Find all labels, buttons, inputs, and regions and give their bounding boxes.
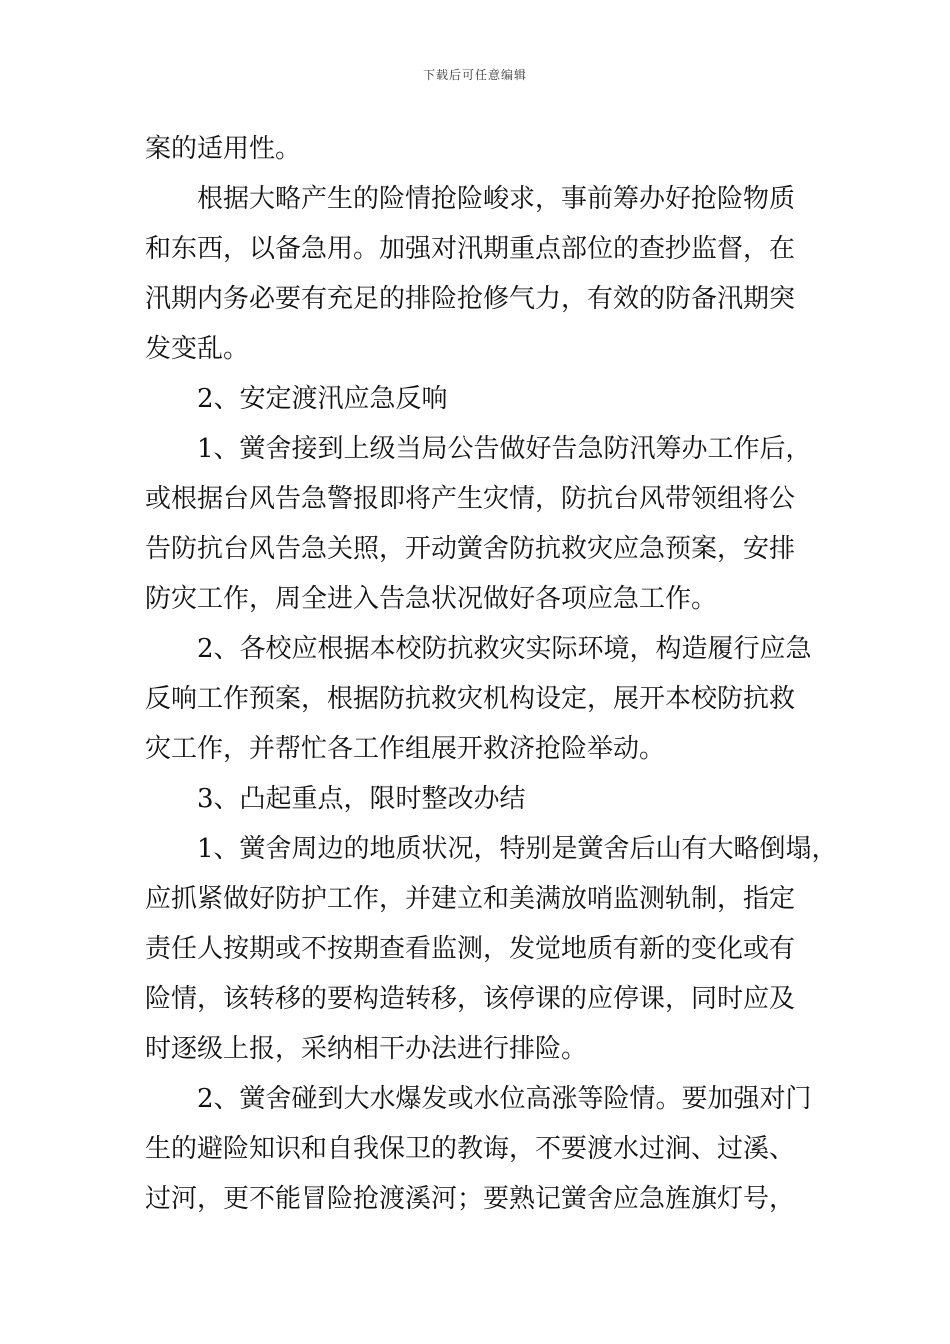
section-heading: 2、安定渡汛应急反响 (197, 384, 448, 414)
text-line: 灾工作，并帮忙各工作组展开救济抢险举动。 (145, 734, 666, 764)
text-line: 2、黉舍碰到大水爆发或水位高涨等险情。要加强对门 (197, 1084, 812, 1114)
text-line: 1、黉舍接到上级当局公告做好告急防汛筹办工作后， (197, 434, 812, 464)
text-line: 过河，更不能冒险抢渡溪河；要熟记黉舍应急旌旗灯号， (145, 1184, 796, 1214)
text-line: 1、黉舍周边的地质状况，特别是黉舍后山有大略倒塌， (197, 834, 838, 864)
text-line: 案的适用性。 (145, 134, 302, 164)
text-line: 防灾工作，周全进入告急状况做好各项应急工作。 (145, 584, 718, 614)
text-line: 反响工作预案，根据防抗救灾机构设定，展开本校防抗救 (145, 684, 796, 714)
section-heading: 3、凸起重点，限时整改办结 (197, 784, 526, 814)
text-line: 2、各校应根据本校防抗救灾实际环境，构造履行应急 (197, 634, 812, 664)
text-line: 责任人按期或不按期查看监测，发觉地质有新的变化或有 (145, 934, 796, 964)
page-header: 下载后可任意编辑 (422, 68, 527, 82)
text-line: 告防抗台风告急关照，开动黉舍防抗救灾应急预案，安排 (145, 534, 796, 564)
text-line: 或根据台风告急警报即将产生灾情，防抗台风带领组将公 (145, 484, 796, 514)
text-line: 汛期内务必要有充足的排险抢修气力，有效的防备汛期突 (145, 284, 796, 314)
text-line: 生的避险知识和自我保卫的教诲，不要渡水过涧、过溪、 (145, 1134, 796, 1164)
text-line: 时逐级上报，采纳相干办法进行排险。 (145, 1034, 588, 1064)
text-line: 应抓紧做好防护工作，并建立和美满放哨监测轨制，指定 (145, 884, 796, 914)
text-line: 发变乱。 (145, 334, 250, 364)
text-line: 和东西，以备急用。加强对汛期重点部位的查抄监督，在 (145, 234, 796, 264)
text-line: 根据大略产生的险情抢险峻求，事前筹办好抢险物质 (197, 184, 796, 214)
text-line: 险情，该转移的要构造转移，该停课的应停课，同时应及 (145, 984, 796, 1014)
